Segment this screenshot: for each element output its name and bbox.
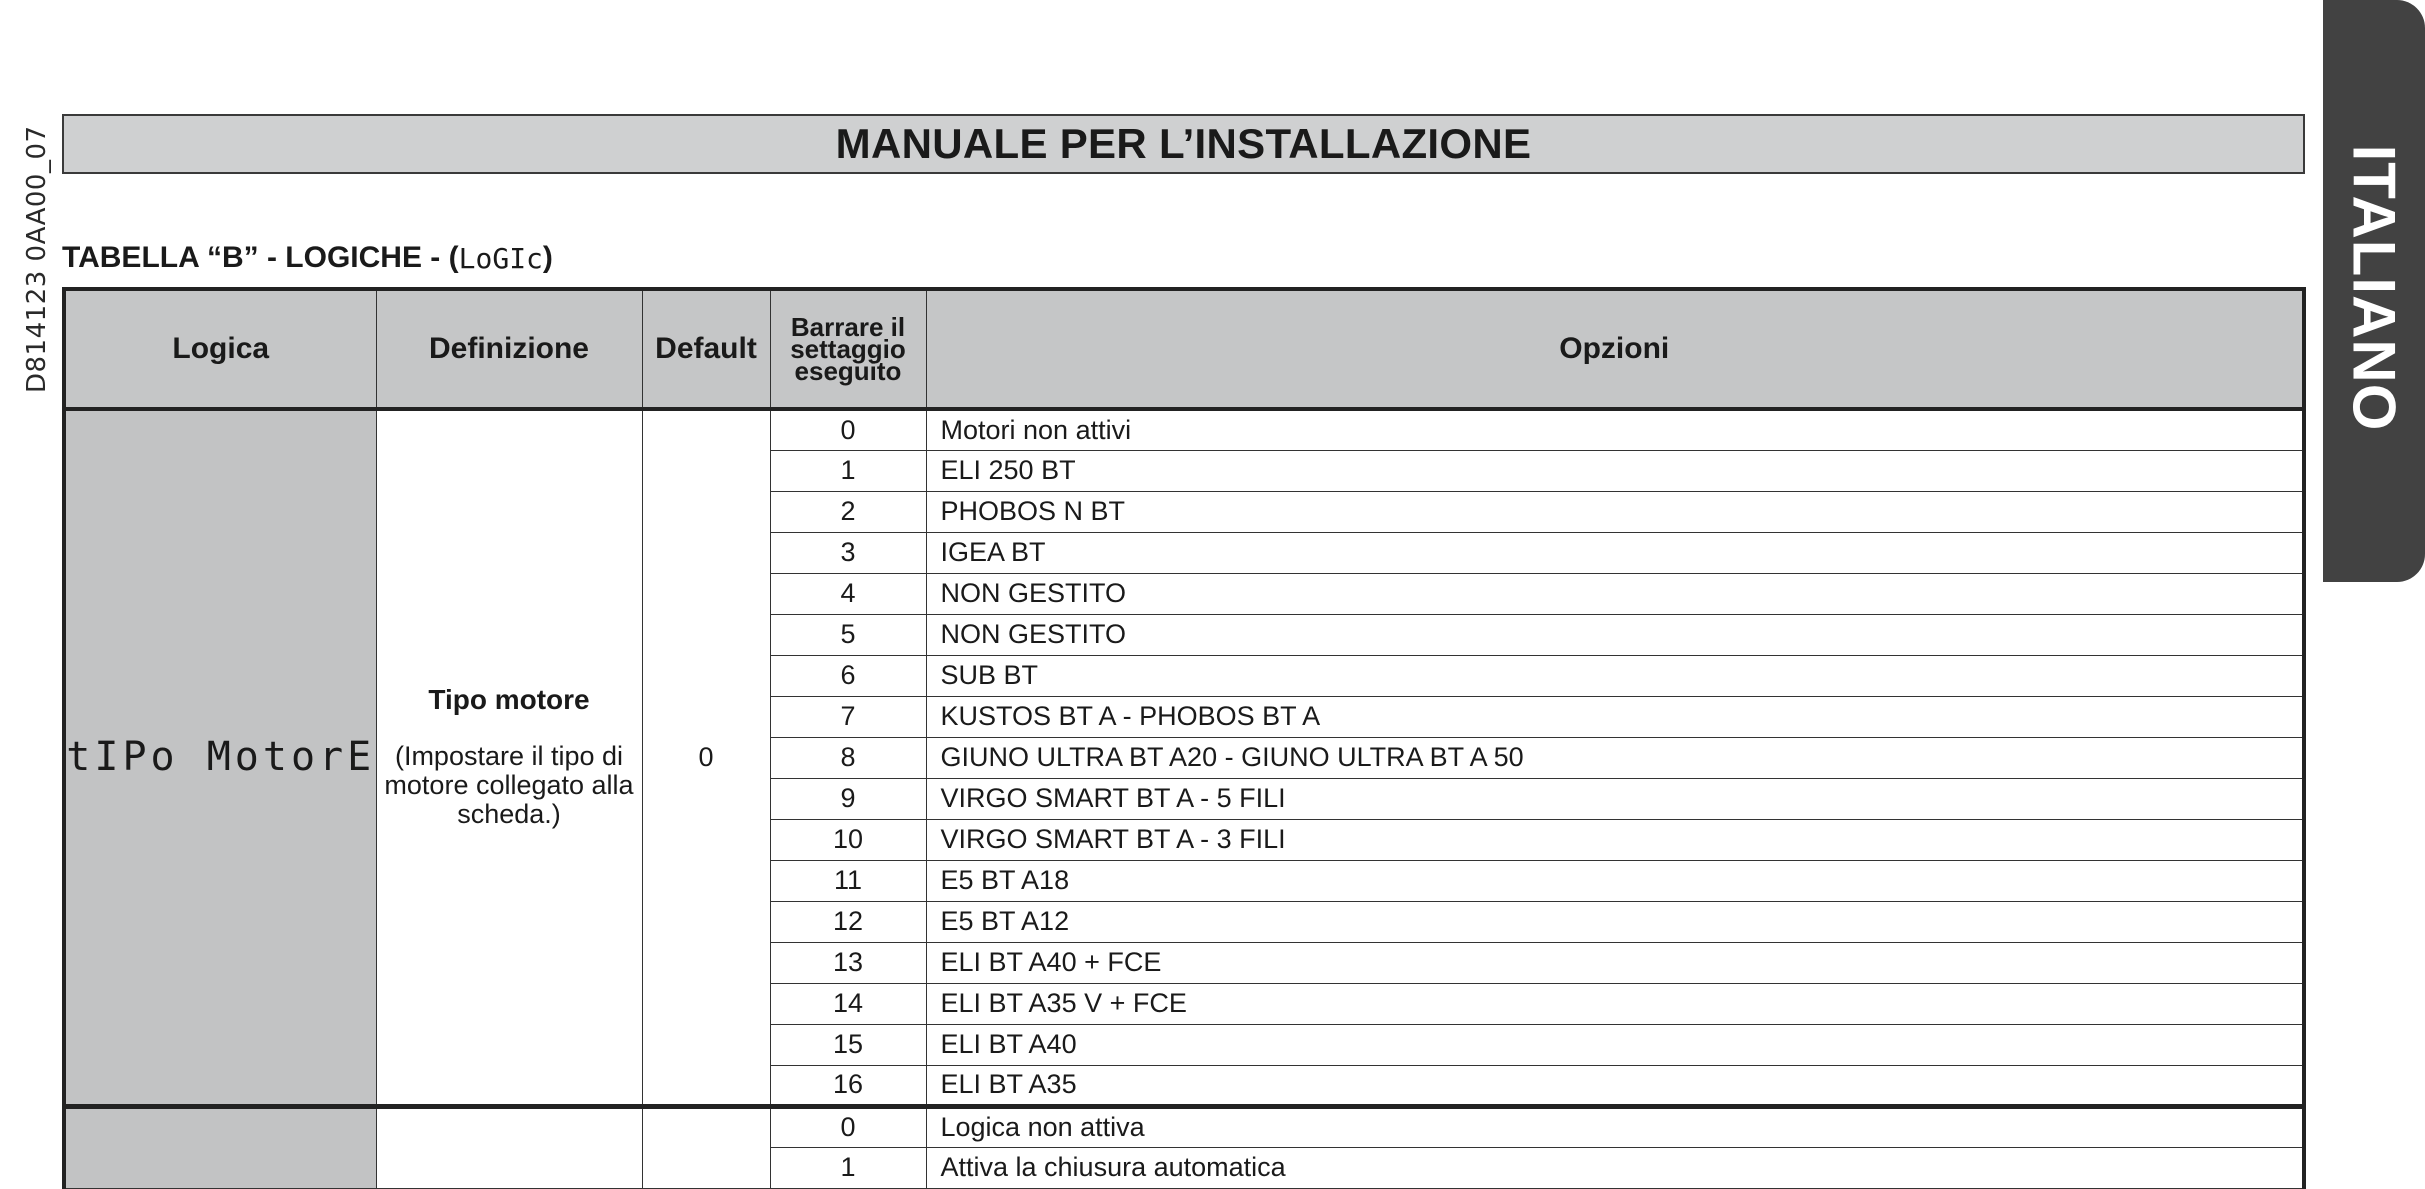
option-description-cell: VIRGO SMART BT A - 3 FILI — [926, 819, 2304, 860]
table-body — [64, 409, 2304, 1188]
default-value-cell — [642, 1106, 770, 1188]
document-code: D814123 0AA00_07 — [22, 125, 52, 393]
column-header-definizione: Definizione — [376, 289, 642, 409]
setting-value-cell: 16 — [770, 1065, 926, 1106]
option-description-cell: PHOBOS N BT — [926, 491, 2304, 532]
setting-value-cell: 4 — [770, 573, 926, 614]
setting-value-cell: 1 — [770, 1147, 926, 1188]
setting-value-cell: 15 — [770, 1024, 926, 1065]
option-description-cell: ELI BT A35 — [926, 1065, 2304, 1106]
column-header-logica: Logica — [64, 289, 376, 409]
page-title-bar — [62, 114, 2305, 174]
option-description-cell: Attiva la chiusura automatica — [926, 1147, 2304, 1188]
option-description-cell: NON GESTITO — [926, 573, 2304, 614]
setting-value-cell: 0 — [770, 1106, 926, 1147]
option-description-cell: IGEA BT — [926, 532, 2304, 573]
setting-value-cell: 7 — [770, 696, 926, 737]
option-description-cell: Motori non attivi — [926, 409, 2304, 450]
setting-value-cell: 11 — [770, 860, 926, 901]
table-row — [64, 409, 2304, 450]
setting-value-cell: 9 — [770, 778, 926, 819]
option-description-cell: ELI BT A40 — [926, 1024, 2304, 1065]
setting-value-cell: 1 — [770, 450, 926, 491]
logic-table — [62, 287, 2306, 1189]
option-description-cell: E5 BT A12 — [926, 901, 2304, 942]
language-tab-label: ITALIANO — [2340, 144, 2408, 432]
option-description-cell: VIRGO SMART BT A - 5 FILI — [926, 778, 2304, 819]
option-description-cell: ELI 250 BT — [926, 450, 2304, 491]
option-description-cell: E5 BT A18 — [926, 860, 2304, 901]
setting-value-cell: 8 — [770, 737, 926, 778]
definition-cell — [376, 409, 642, 1106]
setting-value-cell: 0 — [770, 409, 926, 450]
table-header-row — [64, 289, 2304, 409]
definition-title: Tipo motore — [428, 684, 590, 716]
page-title: MANUALE PER L’INSTALLAZIONE — [835, 120, 1532, 167]
column-header-default: Default — [642, 289, 770, 409]
option-description-cell: SUB BT — [926, 655, 2304, 696]
option-description-cell: ELI BT A35 V + FCE — [926, 983, 2304, 1024]
setting-value-cell: 14 — [770, 983, 926, 1024]
column-header-barrare: Barrare il settaggio eseguito — [770, 289, 926, 409]
default-value-cell: 0 — [642, 409, 770, 1106]
option-description-cell: Logica non attiva — [926, 1106, 2304, 1147]
option-description-cell: NON GESTITO — [926, 614, 2304, 655]
definition-text: (Impostare il tipo di motore collegato alla scheda.) — [384, 741, 634, 830]
setting-value-cell: 12 — [770, 901, 926, 942]
option-description-cell: KUSTOS BT A - PHOBOS BT A — [926, 696, 2304, 737]
option-description-cell: GIUNO ULTRA BT A20 - GIUNO ULTRA BT A 50 — [926, 737, 2304, 778]
setting-value-cell: 6 — [770, 655, 926, 696]
language-tab — [2323, 0, 2425, 582]
column-header-opzioni: Opzioni — [926, 289, 2304, 409]
logic-name-cell: tIPo MotorE — [64, 409, 376, 1106]
table-title — [62, 238, 553, 278]
setting-value-cell: 2 — [770, 491, 926, 532]
logic-name-cell — [64, 1106, 376, 1188]
setting-value-cell: 10 — [770, 819, 926, 860]
setting-value-cell: 3 — [770, 532, 926, 573]
option-description-cell: ELI BT A40 + FCE — [926, 942, 2304, 983]
setting-value-cell: 13 — [770, 942, 926, 983]
definition-cell — [376, 1106, 642, 1188]
table-title-prefix: TABELLA “B” - LOGICHE - ( — [62, 241, 459, 274]
setting-value-cell: 5 — [770, 614, 926, 655]
table-row — [64, 1106, 2304, 1147]
table-title-suffix: ) — [542, 241, 553, 274]
table-title-code: LoGIc — [458, 241, 543, 275]
